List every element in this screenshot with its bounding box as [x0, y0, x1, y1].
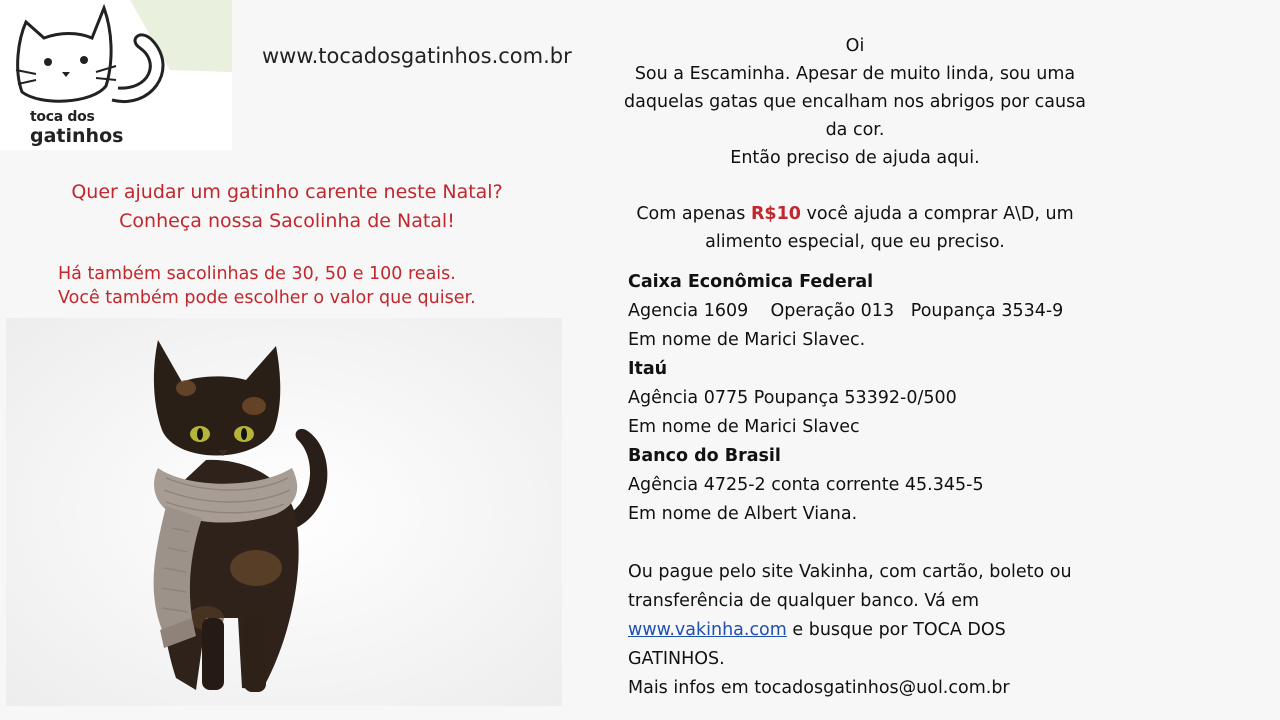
cat-with-scarf-image [6, 318, 562, 706]
vakinha-link[interactable]: www.vakinha.com [628, 620, 787, 640]
bank-3-holder: Em nome de Albert Viana. [628, 504, 858, 524]
bank-3-name: Banco do Brasil [628, 446, 781, 466]
greeting: Oi [845, 36, 865, 56]
intro-line-2: daquelas gatas que encalham nos abrigos por causa [624, 92, 1086, 112]
headline-line-1: Quer ajudar um gatinho carente neste Natal? [71, 181, 503, 203]
contact-email: Mais infos em tocadosgatinhos@uol.com.br [628, 678, 1010, 698]
intro-text [590, 32, 1120, 256]
intro-line-1: Sou a Escaminha. Apesar de muito linda, sou uma [634, 64, 1076, 84]
intro-line-3: da cor. [825, 120, 885, 140]
ask-line-2: alimento especial, que eu preciso. [705, 232, 1005, 252]
christmas-subtext [58, 262, 558, 310]
cat-photo [6, 318, 562, 706]
vakinha-line-3-suffix: e busque por TOCA DOS [786, 620, 1006, 640]
intro-line-4: Então preciso de ajuda aqui. [730, 148, 980, 168]
vakinha-line-3 [628, 616, 1148, 645]
headline-line-2: Conheça nossa Sacolinha de Natal! [119, 210, 455, 232]
bank-details [628, 268, 1148, 703]
vakinha-line-1: Ou pague pelo site Vakinha, com cartão, boleto ou [628, 562, 1072, 582]
bank-2-name: Itaú [628, 359, 668, 379]
subtext-line-1: Há também sacolinhas de 30, 50 e 100 reais. [58, 264, 456, 284]
christmas-headline [20, 178, 554, 236]
vakinha-line-2: transferência de qualquer banco. Vá em [628, 591, 980, 611]
ask-suffix: você ajuda a comprar A\D, um [800, 204, 1074, 224]
bank-2-account: Agência 0775 Poupança 53392-0/500 [628, 388, 957, 408]
bank-2-holder: Em nome de Marici Slavec [628, 417, 860, 437]
subtext-line-2: Você também pode escolher o valor que quiser. [58, 288, 476, 308]
logo-line-2: gatinhos [30, 125, 124, 147]
vakinha-line-4: GATINHOS. [628, 649, 725, 669]
logo-area [0, 0, 232, 150]
bank-3-account: Agência 4725-2 conta corrente 45.345-5 [628, 475, 984, 495]
bank-1-name: Caixa Econômica Federal [628, 272, 874, 292]
bank-1-holder: Em nome de Marici Slavec. [628, 330, 866, 350]
bank-1-account: Agencia 1609 Operação 013 Poupança 3534-9 [628, 301, 1064, 321]
donation-ask [590, 200, 1120, 228]
logo-text [30, 108, 123, 146]
ask-price: R$10 [750, 204, 801, 224]
logo-line-1: toca dos [30, 109, 95, 125]
site-url[interactable]: www.tocadosgatinhos.com.br [262, 44, 572, 68]
ask-prefix: Com apenas [636, 204, 751, 224]
